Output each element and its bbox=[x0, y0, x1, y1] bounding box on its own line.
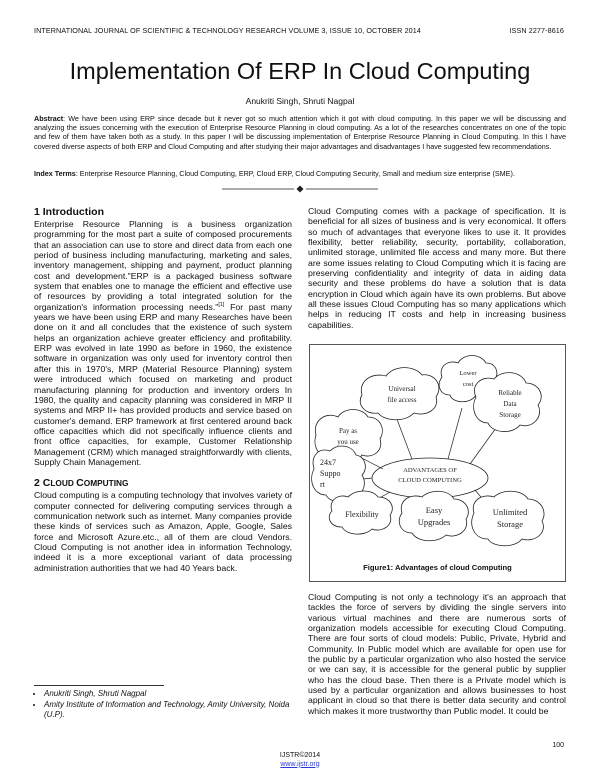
lower-cost-label-1: Lower bbox=[459, 370, 477, 377]
universal-label-2: file access bbox=[387, 396, 417, 404]
index-terms-text: : Enterprise Resource Planning, Cloud Computing, ERP, Cloud ERP, Cloud Computing Security, Small and medium size enterprise (SME). bbox=[75, 169, 515, 178]
flexibility-label: Flexibility bbox=[345, 510, 379, 519]
section-2-heading-num: 2 C bbox=[34, 477, 51, 490]
footnote-rule bbox=[34, 685, 164, 686]
section-2-heading bbox=[34, 477, 292, 489]
section-1-heading: 1 Introduction bbox=[34, 206, 104, 218]
footer-website-link[interactable]: www.ijstr.org bbox=[280, 760, 320, 768]
unlimited-label-1: Unlimited bbox=[492, 507, 528, 517]
support-label-3: rt bbox=[320, 480, 325, 489]
right-column-top bbox=[308, 206, 566, 330]
footnotes bbox=[34, 689, 292, 721]
reliable-label-2: Data bbox=[503, 400, 517, 408]
index-terms-label: Index Terms bbox=[34, 169, 76, 178]
reliable-label-3: Storage bbox=[499, 411, 521, 419]
right-top-paragraph: Cloud Computing comes with a package of specification. It is beneficial for all sizes of business and is very economical. It offers so much of advantages that everyone likes to use it. It provides flexibility, better reliability, security, portability, collaboration, unlimited storage, unlimited file access and many more. But there are some issues relating to Cloud Computing which it is facing are preserving confidentiality and integrity of data in aiding data security and these problems do have a solution that is data encryption in Cloud which again have its own problems. But above all these issues Cloud Computing has so many applications which helps in reducing IT costs and help in increasing business capabilities. bbox=[308, 206, 566, 330]
advantages-diagram bbox=[310, 345, 567, 583]
section-2-heading-part2: OMPUTING bbox=[83, 478, 129, 489]
support-label-1: 24x7 bbox=[320, 458, 336, 467]
section-1-body bbox=[34, 219, 292, 467]
footnote-affiliation: • Amity Institute of Information and Technology, Amity University, Noida (U.P). bbox=[44, 700, 292, 720]
unlimited-label-2: Storage bbox=[497, 519, 523, 529]
cloud-universal-file-access bbox=[360, 368, 439, 420]
easy-label-1: Easy bbox=[425, 505, 443, 515]
universal-label-1: Universal bbox=[388, 385, 416, 393]
right-column-bottom bbox=[308, 592, 566, 716]
section-2-heading-c: C bbox=[76, 477, 84, 490]
center-label-1: ADVANTAGES OF bbox=[403, 467, 457, 474]
lower-cost-label-2: cost bbox=[462, 381, 474, 388]
pay-label-1: Pay as bbox=[338, 427, 358, 435]
paper-title: Implementation Of ERP In Cloud Computing bbox=[69, 58, 531, 84]
easy-label-2: Upgrades bbox=[417, 517, 451, 527]
authors: Anukriti Singh, Shruti Nagpal bbox=[245, 96, 355, 106]
reliable-label-1: Reliable bbox=[498, 389, 522, 397]
connector-universal bbox=[395, 414, 412, 459]
abstract-text: : We have been using ERP since decade but it never got so much attention which it got with cloud computing. In this paper we will be discussing and analyzing the issues concerning with the execution of Enterprise Resource Planning in cloud computing. As a lot of the researches concentrates on one of the topic and few of them have taken both as a study. In this paper I will be discussing implementation of Enterprise Resource Planning in Cloud Computing. In this I have covered diverse aspects of both ERP and Cloud Computing and after studying their major advantages and disadvantages I have suggested few recommendations. bbox=[34, 114, 566, 151]
footer-code: IJSTR©2014 bbox=[279, 752, 321, 759]
support-label-2: Suppo bbox=[320, 469, 341, 478]
index-terms bbox=[34, 169, 566, 178]
journal-header: INTERNATIONAL JOURNAL OF SCIENTIFIC & TECHNOLOGY RESEARCH VOLUME 3, ISSUE 10, OCTOBER 2014 bbox=[34, 26, 421, 35]
footer bbox=[0, 752, 600, 769]
issn-header: ISSN 2277-8616 bbox=[509, 26, 564, 35]
abstract bbox=[34, 114, 566, 151]
right-bottom-paragraph: Cloud Computing is not only a technology it's an approach that tackles the force of servers by dividing the single servers into various virtual machines and there are numerous sorts of organization models accessible for executing Cloud Computing. There are four sorts of cloud models: Public, Private, Hybrid and Community. In Public model which are available for open use for the public by a particular organization who also hosted the service or we can say, it is accessible for the general public by supplier who has the cloud base. Then there is a Private model which is used by a particular organization and allows businesses to host applicant in cloud so that there is better data security and control which makes it more trustworthy than Public model. It could be bbox=[308, 592, 566, 716]
connector-lower-cost bbox=[448, 408, 462, 459]
footnote-authors: • Anukriti Singh, Shruti Nagpal bbox=[44, 689, 292, 699]
figure-caption: Figure1: Advantages of cloud Computing bbox=[363, 563, 512, 572]
citation-ref: [1] bbox=[218, 301, 225, 308]
connector-reliable bbox=[470, 428, 496, 464]
center-label-2: CLOUD COMPUTING bbox=[398, 477, 462, 484]
section-separator bbox=[222, 185, 378, 193]
left-column bbox=[34, 206, 292, 573]
abstract-label: Abstract bbox=[34, 114, 64, 123]
page-number: 100 bbox=[552, 742, 564, 749]
figure-advantages bbox=[309, 344, 566, 582]
section-1-text-a: Enterprise Resource Planning is a business organization programming for the most part a suite of composed procurements that an association can use to store and direct data from each one period of business including manufacturing, marketing and sales, inventory management, shipping and payment, product planning cost and development."ERP is a packaged business software system that enables one to manage the efficient and effective use of resources by providing a total integrated solution for the organization's information processing needs." bbox=[34, 219, 292, 312]
cloud-easy-upgrades bbox=[399, 491, 468, 541]
section-2-body: Cloud computing is a computing technology that involves variety of computer connected for delivering computing services through a communication network such as internet. Many companies provide these kinds of services such as Amazon, Apple, Google, Sales force and Microsoft Azure.etc., all of them are cloud Vendors. Cloud Computing is not another idea in information Technology, indeed it is a more exceptional variant of data processing administration authorities that we had 40 Years back. bbox=[34, 490, 292, 573]
section-1-text-b: For past many years we have been using ERP and many Researches have been done on it and all concludes that the existence of such system helps an organization achieve greater efficiency and profitability. ERP was evolved in late 1990 as before in 1960, the existence software in organization was only used for inventory control then after this in 1970's, MRP (Material Resource Planning) system were introduced which focused on marketing and product manufacturing planning for production and inventory orders In 1980, the quality and capacity planning was considered in MRP II systems and MRP II+ has provided products and service based on customer's demand. ERP framework at first centered around back office capacities which did not specifically influence clients and front office capacities, for example, Customer Relationship Management (CRM) which managed straightforwardly with clients, Supply Chain Management. bbox=[34, 301, 293, 467]
pay-label-2: you use bbox=[337, 438, 359, 446]
section-2-heading-part1: LOUD bbox=[50, 478, 77, 489]
